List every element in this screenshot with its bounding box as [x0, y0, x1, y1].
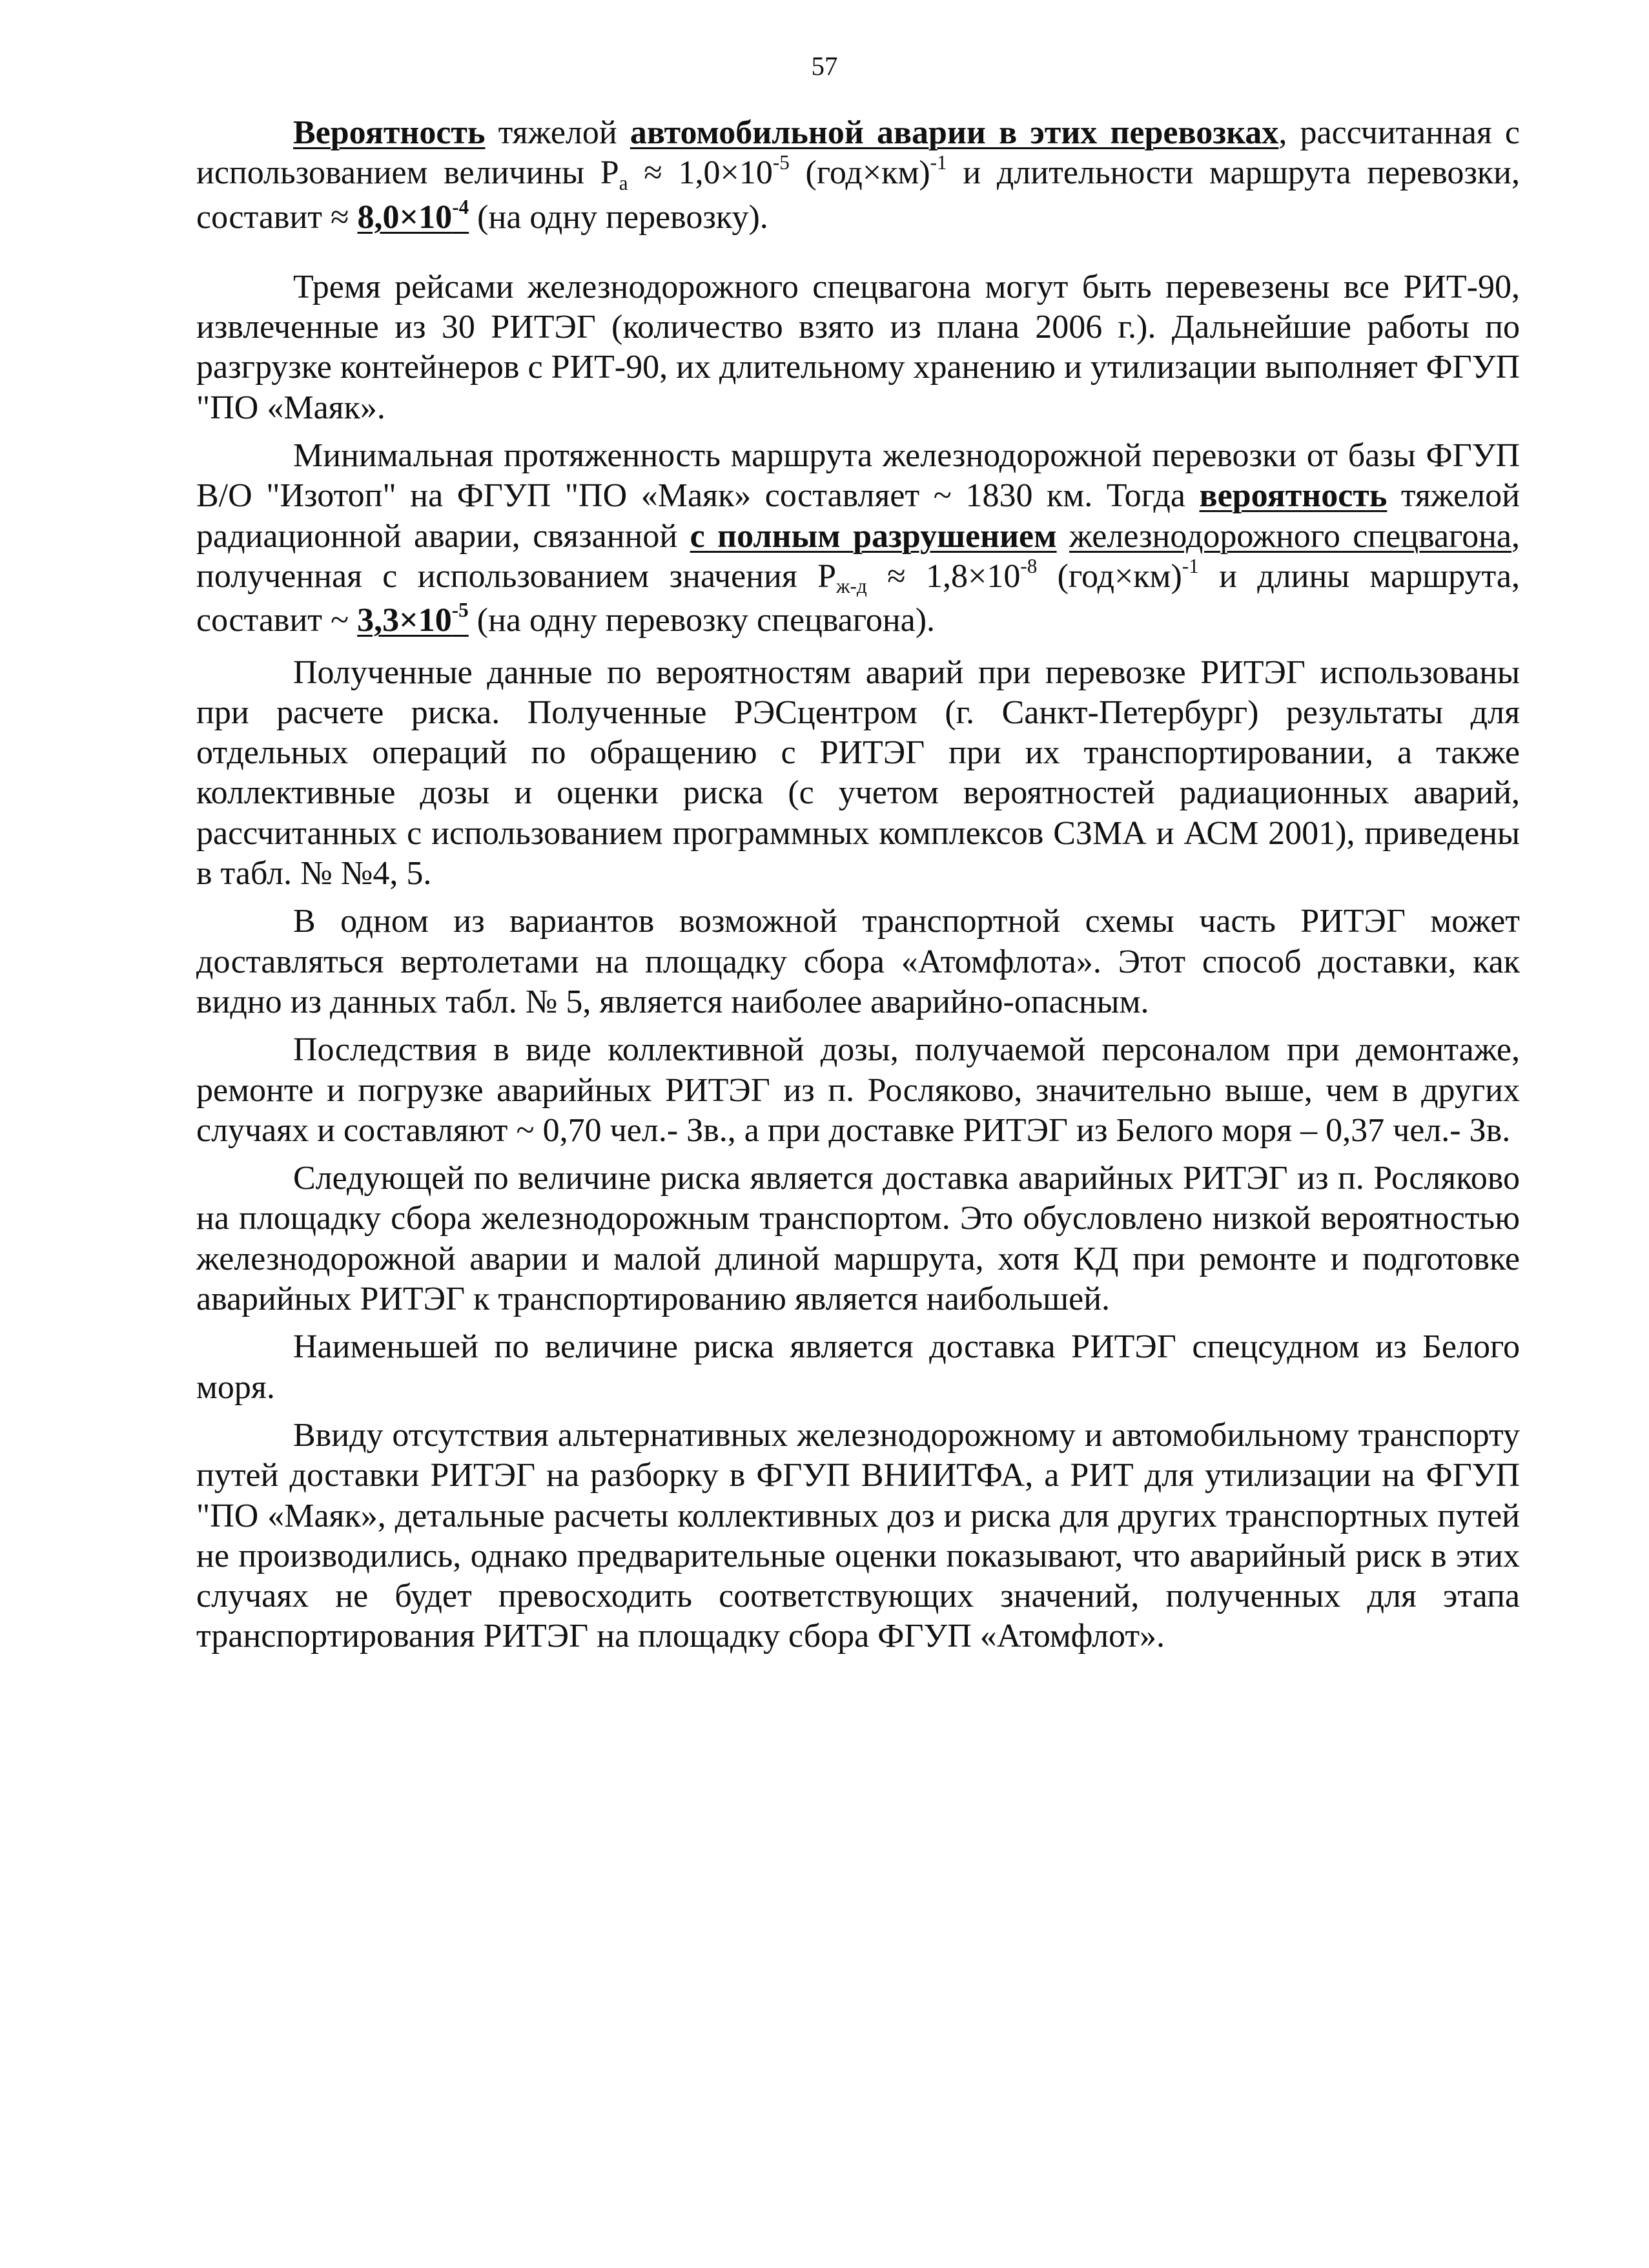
text-run: и длины маршрута, составит ~: [196, 557, 1520, 639]
paragraph-rail-trips: Тремя рейсами железнодорожного спецвагона могут быть перевезены все РИТ-90, извлеченные из 30 РИТЭГ (количество взято из плана 2006 г.). Дальнейшие работы по разгрузке контейнеров с РИТ-90, их длительному хранению и утилизации выполняет ФГУП "ПО «Маяк».: [196, 268, 1520, 426]
term-auto-accident: автомобильной аварии в этих перевозках: [630, 114, 1279, 151]
paragraph-helicopter-delivery: В одном из вариантов возможной транспортной схемы часть РИТЭГ может доставляться вертолетами на площадку сбора «Атомфлота». Этот способ доставки, как видно из данных табл. № 5, является наиболее аварийно-опасным.: [196, 903, 1520, 1020]
text-run: тяжелой радиационной аварии, связанной: [196, 477, 1520, 555]
text-run: (на одну перевозку спецвагона).: [468, 602, 936, 639]
page-number: 57: [811, 51, 838, 81]
value-exponent: -5: [451, 599, 469, 622]
term-probability: Вероятность: [293, 114, 486, 151]
value-exponent: -4: [452, 195, 469, 218]
subscript: а: [619, 171, 628, 194]
superscript: -1: [1182, 555, 1199, 578]
paragraph-risk-results: Полученные данные по вероятностям аварий при перевозке РИТЭГ использованы при расчете риска. Полученные РЭСцентром (г. Санкт-Петербург) результаты для отдельных операций по обращению с РИТЭГ при их транспортировании, а также коллективные дозы и оценки риска (с учетом вероятностей радиационных аварий, рассчитанных с использованием программных комплексов СЗМА и АСМ 2001), приведены в табл. № №4, 5.: [196, 654, 1520, 892]
text-run: , рассчитанная с использованием величины Р: [196, 114, 1521, 192]
term-probability: вероятность: [1199, 477, 1388, 515]
text-run: (на одну перевозку).: [469, 198, 768, 236]
text-run: [1057, 518, 1069, 555]
value-mantissa: 3,3×10: [357, 602, 452, 639]
text-run: (год×км): [1037, 557, 1182, 595]
term-rail-car: железнодорожного спецвагона: [1069, 517, 1511, 555]
superscript: -1: [930, 151, 947, 174]
text-run: ≈ 1,8×10: [866, 557, 1021, 595]
probability-value: [357, 195, 469, 236]
superscript: -5: [772, 151, 790, 174]
value-mantissa: 8,0×10: [357, 198, 453, 236]
text-run: тяжелой: [485, 114, 630, 151]
text-run: , полученная с использованием значения Р: [196, 517, 1520, 595]
document-body: [196, 113, 1520, 1665]
superscript: -8: [1020, 555, 1038, 578]
paragraph-rail-risk: Следующей по величине риска является доставка аварийных РИТЭГ из п. Росляково на площадку сбора железнодорожным транспортом. Это обусловлено низкой вероятностью железнодорожной аварии и малой длиной маршрута, хотя КД при ремонте и подготовке аварийных РИТЭГ к транспортированию является наибольшей.: [196, 1160, 1520, 1318]
paragraph-collective-dose: Последствия в виде коллективной дозы, получаемой персоналом при демонтаже, ремонте и погрузке аварийных РИТЭГ из п. Росляково, значительно выше, чем в других случаях и составляют ~ 0,70 чел.- Зв., а при доставке РИТЭГ из Белого моря – 0,37 чел.- Зв.: [196, 1031, 1520, 1149]
paragraph-alternative-routes: Ввиду отсутствия альтернативных железнодорожному и автомобильному транспорту путей доставки РИТЭГ на разборку в ФГУП ВНИИТФА, а РИТ для утилизации на ФГУП "ПО «Маяк», детальные расчеты коллективных доз и риска для других транспортных путей не производились, однако предварительные оценки показывают, что аварийный риск в этих случаях не будет превосходить соответствующих значений, полученных для этапа транспортирования РИТЭГ на площадку сбора ФГУП «Атомфлот».: [196, 1416, 1520, 1655]
paragraph-accident-probability-auto: [196, 113, 1520, 242]
text-run: (год×км): [789, 154, 930, 192]
text-run: и длительности маршрута перевозки, составит ≈: [196, 154, 1521, 236]
subscript: ж-д: [836, 575, 867, 598]
text-run: ≈ 1,0×10: [628, 154, 773, 192]
paragraph-ship-delivery: Наименьшей по величине риска является доставка РИТЭГ спецсудном из Белого моря.: [196, 1328, 1520, 1406]
probability-value: [357, 599, 469, 639]
term-full-destruction: с полным разрушением: [690, 517, 1057, 555]
paragraph-rail-probability: [196, 436, 1520, 644]
text-run: Минимальная протяженность маршрута железнодорожной перевозки от базы ФГУП В/О "Изотоп" на ФГУП "ПО «Маяк» составляет ~ 1830 км. Тогда: [196, 437, 1520, 515]
